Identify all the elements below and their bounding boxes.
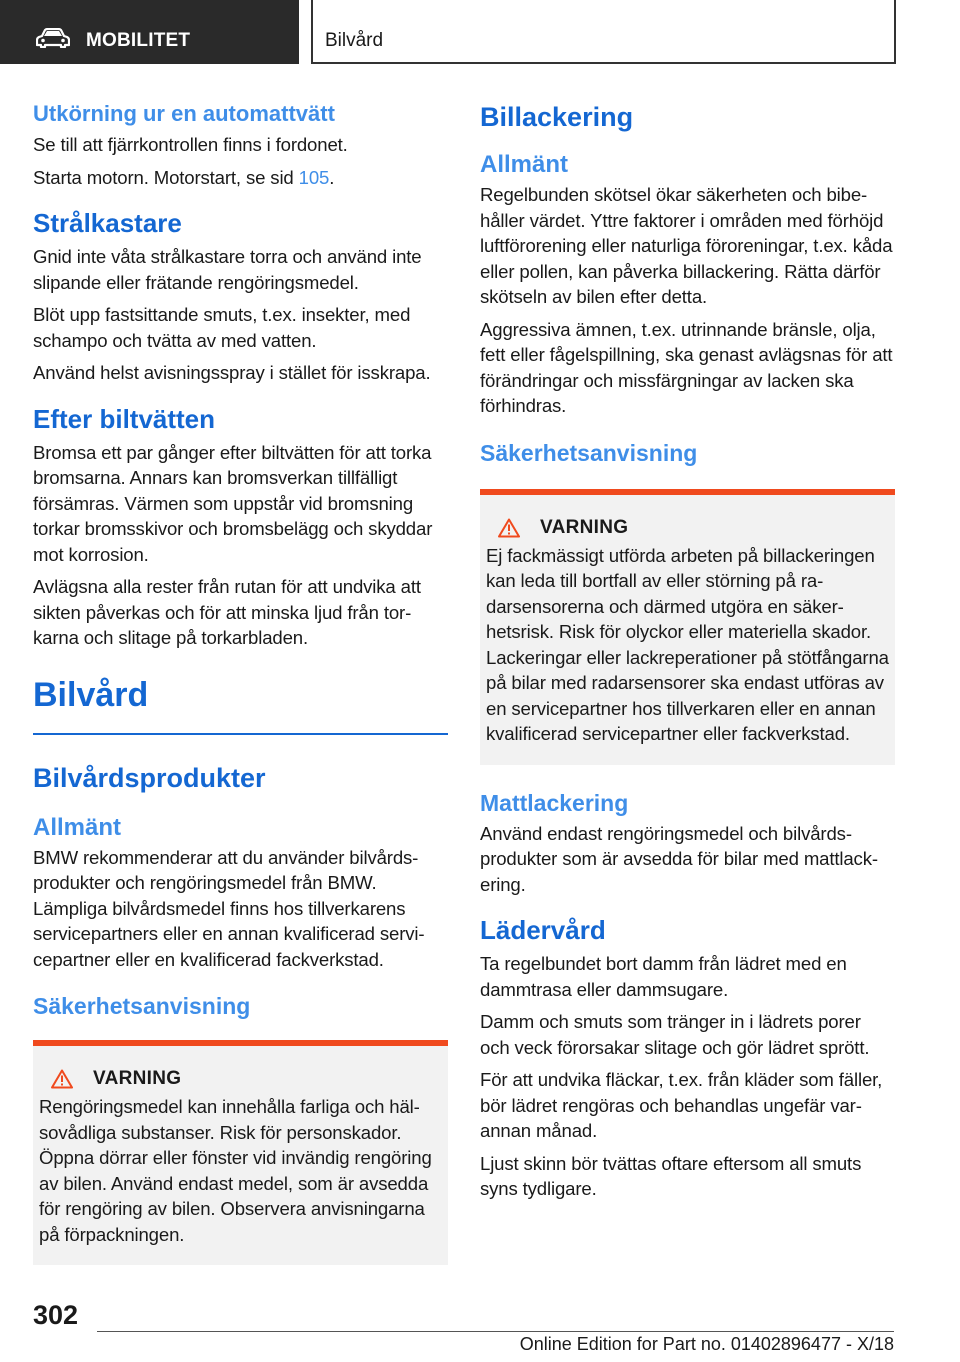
paragraph: För att undvika fläckar, t.ex. från kläder som fäller, bör lädret rengöras och behandlas ungefär varannan månad. bbox=[480, 1069, 883, 1141]
paragraph: Använd helst avisningsspray i stället för isskrapa. bbox=[33, 362, 431, 383]
paragraph: Gnid inte våta strålkastare torra och använd inte slipande eller frätande rengöringsmedel. bbox=[33, 246, 422, 293]
warning-box bbox=[480, 489, 895, 765]
paragraph bbox=[33, 165, 448, 191]
heading-utkorning: Utkörning ur en automattvätt bbox=[33, 101, 335, 126]
page-number: 302 bbox=[33, 1300, 79, 1330]
warning-header bbox=[498, 517, 889, 539]
heading-bilvardsprodukter: Bilvårdsprodukter bbox=[33, 762, 266, 793]
paragraph: Använd endast rengöringsmedel och bilvårdsprodukter som är avsedda för bilar med mattlackering. bbox=[480, 822, 879, 895]
heading-allmant: Allmänt bbox=[33, 813, 122, 841]
paragraph: Blöt upp fastsittande smuts, t.ex. insekter, med schampo och tvätta av med vatten. bbox=[33, 304, 411, 351]
chapter-heading-bilvard: Bilvård bbox=[33, 675, 149, 714]
warning-text: Ej fackmässigt utförda arbeten på billackeringen kan leda till bortfall av eller störning på radarsensorerna och därmed utgöra en säkerhetsrisk. Risk för olyckor eller materiella skador. Lackeringar eller lackreperationer på stötfångarna på bilar med radarsensorer ska endast utföras av en servicepartner hos tillverkaren eller en annan kvalificerad servicepartner eller fackverkstad. bbox=[486, 544, 889, 744]
paragraph: Avlägsna alla rester från rutan för att undvika att sikten påverkas och för att minska ljud från torkarna och slitage på torkarbladen. bbox=[33, 576, 421, 648]
warning-triangle-icon bbox=[51, 1069, 73, 1089]
warning-triangle-icon bbox=[498, 518, 520, 538]
warning-box bbox=[33, 1040, 448, 1265]
heading-allmant: Allmänt bbox=[480, 151, 569, 178]
warning-text: Rengöringsmedel kan innehålla farliga och hälsovådliga substanser. Risk för personskador. Öppna dörrar eller fönster vid invändig rengöring av bilen. Använd endast medel, som är avsedda för rengöring av bilen. Observera anvisningarna på förpackningen. bbox=[39, 1096, 432, 1245]
heading-billackering: Billackering bbox=[480, 102, 634, 132]
paragraph: BMW rekommenderar att du använder bilvårdsprodukter och rengöringsmedel från BMW. Lämpliga bilvårdsmedel finns hos tillverkarens servicepartners eller en annan kvalificerad servicepartner eller en kvalificerad fackverkstad. bbox=[33, 846, 425, 970]
heading-sakerhetsanvisning: Säkerhetsanvisning bbox=[480, 439, 698, 466]
section-tab-label: MOBILITET bbox=[86, 30, 191, 51]
warning-title: VARNING bbox=[93, 1068, 182, 1089]
chapter-title: Bilvård bbox=[325, 30, 384, 51]
right-column bbox=[480, 100, 895, 1209]
heading-sakerhetsanvisning: Säkerhetsanvisning bbox=[33, 993, 251, 1019]
paragraph: Regelbunden skötsel ökar säkerheten och bibehåller värdet. Yttre faktorer i områden med förhöjd luftförorening eller naturliga föroreningar, t.ex. kåda eller pollen, kan påverka billackering. Rätta därför skötseln av bilen efter detta. bbox=[480, 184, 893, 307]
paragraph: Se till att fjärrkontrollen finns i fordonet. bbox=[33, 134, 348, 155]
chapter-header-frame bbox=[311, 0, 896, 64]
car-icon bbox=[36, 28, 70, 48]
left-column bbox=[33, 100, 448, 1265]
heading-ladervard: Lädervård bbox=[480, 915, 606, 945]
paragraph: Damm och smuts som tränger in i lädrets porer och veck förorsakar slitage och gör lädret sprött. bbox=[480, 1011, 870, 1058]
footer-divider bbox=[97, 1331, 894, 1332]
heading-stralkastare: Strålkastare bbox=[33, 208, 182, 238]
warning-header bbox=[51, 1068, 442, 1090]
text: . bbox=[329, 166, 335, 188]
paragraph: Ljust skinn bör tvättas oftare eftersom all smuts syns tydligare. bbox=[480, 1152, 862, 1199]
page-link[interactable]: 105 bbox=[298, 166, 330, 188]
paragraph: Aggressiva ämnen, t.ex. utrinnande bränsle, olja, fett eller fågelspillning, ska genast avlägsnas för att förändringar och missfärgningar av lacken ska förhindras. bbox=[480, 318, 893, 416]
footer-edition: Online Edition for Part no. 01402896477 - X/18 bbox=[519, 1334, 894, 1354]
section-tab bbox=[0, 0, 299, 64]
heading-efter-biltvatten: Efter biltvätten bbox=[33, 403, 216, 434]
paragraph: Ta regelbundet bort damm från lädret med en dammtrasa eller dammsugare. bbox=[480, 953, 847, 1000]
warning-title: VARNING bbox=[540, 516, 629, 538]
heading-mattlackering: Mattlackering bbox=[480, 789, 629, 816]
text: Starta motorn. Motorstart, se sid bbox=[33, 166, 299, 188]
heading-divider bbox=[33, 733, 448, 735]
paragraph: Bromsa ett par gånger efter biltvätten för att torka bromsarna. Annars kan bromsverkan tillfälligt försämras. Värmen som uppstår vid bromsning torkar bromsskivor och bromsbelägg och skyddar mot korrosion. bbox=[33, 441, 433, 565]
